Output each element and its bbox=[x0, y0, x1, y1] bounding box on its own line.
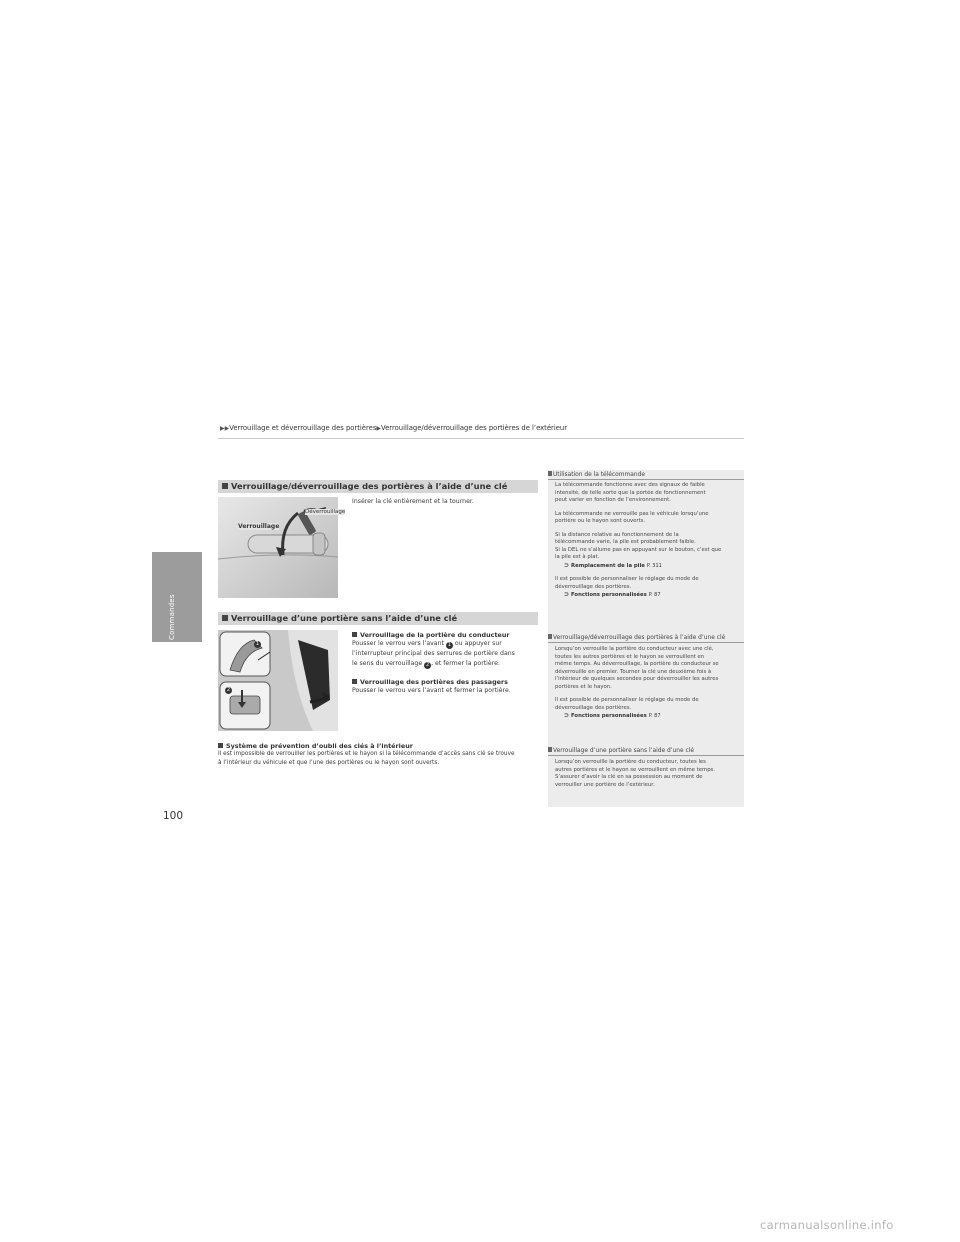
chapter-side-label: Commandes bbox=[168, 594, 176, 640]
cross-reference-icon: ⊃ bbox=[564, 591, 570, 598]
section-square-icon bbox=[222, 483, 228, 489]
note-marker-icon bbox=[548, 747, 552, 752]
inline-callout-1: 1 bbox=[447, 642, 452, 648]
section-heading-key-lock: Verrouillage/déverrouillage des portières à l’aide d’une clé bbox=[218, 480, 538, 493]
section-heading-no-key-lock: Verrouillage d’une portière sans l’aide d’une clé bbox=[218, 612, 538, 625]
door-lock-tab-image bbox=[218, 630, 338, 731]
link-battery-replacement[interactable]: ⊃ Remplacement de la pile P. 311 bbox=[564, 561, 662, 569]
breadcrumb-part-2: Verrouillage/déverrouillage des portières de l’extérieur bbox=[380, 424, 567, 432]
key-reminder-block bbox=[218, 742, 543, 768]
driver-lock-block bbox=[352, 631, 540, 669]
cross-reference-icon: ⊃ bbox=[564, 561, 570, 569]
passenger-lock-block bbox=[352, 678, 540, 696]
key-reminder-line-2: à l’intérieur du véhicule et que l’une des portières ou le hayon sont ouverts. bbox=[218, 760, 440, 766]
note-body-no-key: Lorsqu’on verrouille la portière du conducteur, toutes les autres portières et le hayon se verrouillent en même temps. S’assurer d’avoir la clé en sa possession au moment de verrouiller une portière de l’extérieur. bbox=[555, 759, 716, 788]
callout-1-badge: 1 bbox=[255, 641, 260, 647]
subsection-square-icon bbox=[352, 679, 357, 684]
breadcrumb-arrow-icon: ▶▶ bbox=[220, 425, 230, 432]
breadcrumb-part-1: Verrouillage et déverrouillage des portières bbox=[229, 424, 377, 432]
passenger-lock-text: Pousser le verrou vers l’avant et fermer la portière. bbox=[352, 687, 511, 694]
note-title-key-lock: Verrouillage/déverrouillage des portières à l’aide d’une clé bbox=[548, 634, 744, 643]
note-marker-icon bbox=[548, 634, 552, 639]
driver-lock-line-1: Pousser le verrou vers l’avant 1 ou appuyer sur bbox=[352, 640, 502, 648]
note-body-remote: La télécommande fonctionne avec des signaux de faible intensité, de telle sorte que la portée de fonctionnement peut varier en fonction de l’environnement. La télécommande ne verrouille pas le véhicule lorsqu’une portière ou le hayon sont ouverts. Si la distance relative au fonctionnement de la télécommande varie, la pile est probablement faible. Si la DEL ne s’allume pas en appuyant sur le bouton, c’est que la pile est à plat. ⊃ Remplacement de la pile P. 311 Il est possible de personnaliser le réglage du mode de déverrouillage des portières. ⊃ Fonctions personnalisées P. 87 bbox=[555, 482, 741, 600]
subsection-square-icon bbox=[352, 632, 357, 637]
header-divider bbox=[218, 438, 744, 439]
note-title-no-key: Verrouillage d’une portière sans l’aide d’une clé bbox=[548, 747, 744, 756]
note-title-remote: Utilisation de la télécommande bbox=[548, 471, 744, 480]
driver-lock-heading: Verrouillage de la portière du conducteur bbox=[352, 631, 540, 639]
passenger-lock-heading: Verrouillage des portières des passagers bbox=[352, 678, 540, 686]
image-label-unlock: Déverrouillage bbox=[305, 509, 346, 515]
note-marker-icon bbox=[548, 471, 552, 476]
watermark: carmanualsonline.info bbox=[760, 1218, 894, 1232]
inline-callout-2: 2 bbox=[426, 661, 430, 668]
driver-lock-line-3: le sens du verrouillage 2 , et fermer la portière. bbox=[352, 659, 500, 668]
note-body-key-lock: Lorsqu’on verrouille la portière du conducteur avec une clé, toutes les autres portières et le hayon se verrouillent en même temps. Au déverrouillage, la portière du conducteur se déverrouille en premier. Tourner la clé une deuxième fois à l’intérieur de quelques secondes pour déverrouiller les autres portières et le hayon. Il est possible de personnaliser le réglage du mode de déverrouillage des portières. ⊃ Fonctions personnalisées P. 87 bbox=[555, 646, 741, 721]
cross-reference-icon: ⊃ bbox=[564, 712, 570, 719]
key-reminder-line-1: Il est impossible de verrouiller les portières et le hayon si la télécommande d’accès sans clé se trouve bbox=[218, 751, 515, 757]
link-custom-features-2[interactable]: ⊃ Fonctions personnalisées P. 87 bbox=[564, 712, 661, 719]
driver-lock-line-2: l’interrupteur principal des serrures de portière dans bbox=[352, 650, 515, 657]
subsection-square-icon bbox=[218, 743, 223, 748]
page-number: 100 bbox=[163, 810, 184, 822]
breadcrumb-arrow-icon: ▶ bbox=[376, 425, 381, 432]
no-key-lock-illustration bbox=[218, 630, 338, 731]
key-lock-illustration bbox=[218, 497, 346, 598]
callout-2-badge: 2 bbox=[226, 687, 231, 693]
link-custom-features[interactable]: ⊃ Fonctions personnalisées P. 87 bbox=[564, 591, 661, 598]
key-lock-instruction: Insérer la clé entièrement et la tourner. bbox=[352, 498, 474, 505]
key-reminder-heading: Système de prévention d’oubli des clés à l’intérieur bbox=[218, 742, 543, 750]
section-square-icon bbox=[222, 615, 228, 621]
breadcrumb bbox=[220, 424, 567, 432]
image-label-lock: Verrouillage bbox=[238, 523, 280, 530]
